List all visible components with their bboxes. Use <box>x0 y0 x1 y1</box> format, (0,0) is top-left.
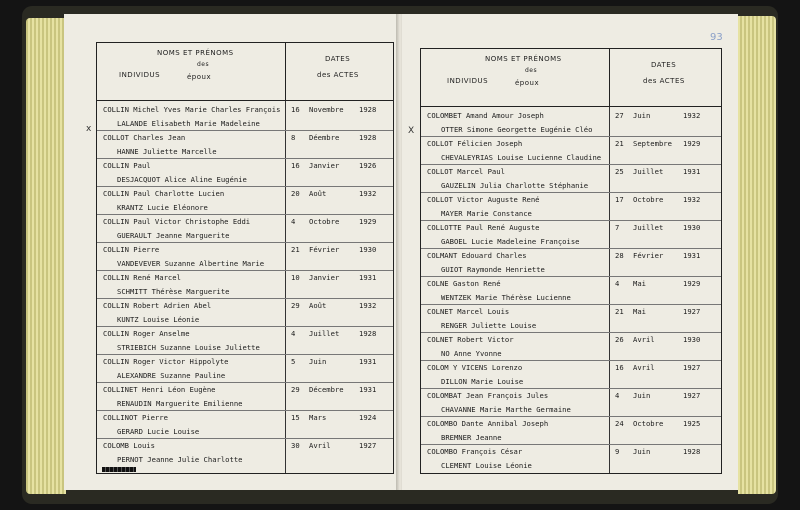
act-month: Juin <box>633 391 651 400</box>
act-day: 28 <box>615 251 624 260</box>
act-year: 1931 <box>683 251 701 260</box>
act-month: Janvier <box>309 161 340 170</box>
wife-name: SCHMITT Thérèse Marguerite <box>117 287 230 296</box>
act-day: 21 <box>615 139 624 148</box>
husband-name: COLLOT Félicien Joseph <box>427 139 523 148</box>
entry-divider <box>97 438 393 439</box>
wife-name: WENTZEK Marie Thérèse Lucienne <box>441 293 571 302</box>
act-month: Février <box>309 245 340 254</box>
husband-name: COLLIN Roger Victor Hippolyte <box>103 357 229 366</box>
husband-name: COLLIN Michel Yves Marie Charles François <box>103 105 281 114</box>
header-des: des <box>525 67 538 74</box>
table-header <box>97 43 393 101</box>
act-year: 1931 <box>359 385 377 394</box>
act-year: 1924 <box>359 413 377 422</box>
act-day: 7 <box>615 223 620 232</box>
wife-name: MAYER Marie Constance <box>441 209 532 218</box>
page-number-stamp: 93 <box>710 32 723 43</box>
wife-name: DESJACQUOT Alice Aline Eugénie <box>117 175 247 184</box>
entry-divider <box>421 304 721 305</box>
act-day: 8 <box>291 133 296 142</box>
act-day: 21 <box>615 307 624 316</box>
husband-name: COLLOTTE Paul René Auguste <box>427 223 540 232</box>
wife-name: ALEXANDRE Suzanne Pauline <box>117 371 226 380</box>
entry-divider <box>97 354 393 355</box>
act-year: 1930 <box>683 223 701 232</box>
act-year: 1929 <box>683 139 701 148</box>
table-header <box>421 49 721 107</box>
wife-name: GAUZELIN Julia Charlotte Stéphanie <box>441 181 589 190</box>
redaction-bar <box>102 467 136 472</box>
column-separator <box>609 107 610 473</box>
header-dates: DATES <box>325 55 351 63</box>
act-year: 1931 <box>359 357 377 366</box>
act-day: 4 <box>291 217 296 226</box>
act-month: Mai <box>633 279 646 288</box>
wife-name: GABOEL Lucie Madeleine Françoise <box>441 237 580 246</box>
margin-mark: x <box>86 124 92 134</box>
header-dates: DATES <box>651 61 677 69</box>
entry-divider <box>97 242 393 243</box>
act-month: Août <box>309 301 327 310</box>
act-day: 16 <box>291 161 300 170</box>
right-page <box>402 14 738 490</box>
act-month: Avril <box>633 335 655 344</box>
husband-name: COLLIN Pierre <box>103 245 160 254</box>
wife-name: OTTER Simone Georgette Eugénie Cléo <box>441 125 593 134</box>
entry-divider <box>421 248 721 249</box>
right-page-edges <box>738 16 776 494</box>
act-day: 16 <box>615 363 624 372</box>
husband-name: COLOMBO François César <box>427 447 523 456</box>
act-day: 16 <box>291 105 300 114</box>
husband-name: COLLINET Henri Léon Eugène <box>103 385 216 394</box>
act-year: 1926 <box>359 161 377 170</box>
husband-name: COLMANT Edouard Charles <box>427 251 527 260</box>
act-year: 1928 <box>359 105 377 114</box>
wife-name: CHAVANNE Marie Marthe Germaine <box>441 405 571 414</box>
husband-name: COLLIN Robert Adrien Abel <box>103 301 212 310</box>
entry-divider <box>97 130 393 131</box>
act-month: Mai <box>633 307 646 316</box>
act-day: 4 <box>291 329 296 338</box>
header-noms: NOMS ET PRÉNOMS <box>157 49 234 57</box>
entry-divider <box>97 158 393 159</box>
husband-name: COLLIN Paul <box>103 161 151 170</box>
act-year: 1932 <box>683 111 701 120</box>
husband-name: COLLIN Paul Victor Christophe Eddi <box>103 217 251 226</box>
wife-name: RENAUDIN Marguerite Emilienne <box>117 399 243 408</box>
act-day: 4 <box>615 391 620 400</box>
act-day: 25 <box>615 167 624 176</box>
header-separator <box>609 49 610 106</box>
act-month: Décembre <box>309 385 344 394</box>
husband-name: COLNET Robert Victor <box>427 335 514 344</box>
act-year: 1927 <box>683 307 701 316</box>
act-month: Juillet <box>309 329 340 338</box>
act-month: Juillet <box>633 223 664 232</box>
entry-divider <box>421 276 721 277</box>
header-individus: INDIVIDUS <box>447 77 489 85</box>
entry-divider <box>421 332 721 333</box>
husband-name: COLNE Gaston René <box>427 279 501 288</box>
wife-name: GUERAULT Jeanne Marguerite <box>117 231 230 240</box>
husband-name: COLNET Marcel Louis <box>427 307 510 316</box>
entry-divider <box>97 326 393 327</box>
act-day: 29 <box>291 301 300 310</box>
act-year: 1930 <box>683 335 701 344</box>
act-year: 1932 <box>359 301 377 310</box>
act-day: 24 <box>615 419 624 428</box>
act-day: 5 <box>291 357 296 366</box>
entry-divider <box>97 382 393 383</box>
act-day: 17 <box>615 195 624 204</box>
entry-divider <box>421 416 721 417</box>
register-table <box>96 42 394 474</box>
wife-name: CHEVALEYRIAS Louise Lucienne Claudine <box>441 153 602 162</box>
act-year: 1927 <box>359 441 377 450</box>
act-month: Juin <box>633 111 651 120</box>
act-month: Février <box>633 251 664 260</box>
act-day: 21 <box>291 245 300 254</box>
wife-name: GERARD Lucie Louise <box>117 427 200 436</box>
wife-name: KRANTZ Lucie Eléonore <box>117 203 208 212</box>
act-year: 1925 <box>683 419 701 428</box>
act-month: Octobre <box>309 217 340 226</box>
act-day: 15 <box>291 413 300 422</box>
header-des-actes: des ACTES <box>643 77 685 85</box>
act-day: 9 <box>615 447 620 456</box>
husband-name: COLOMBAT Jean François Jules <box>427 391 549 400</box>
husband-name: COLLOT Marcel Paul <box>427 167 505 176</box>
husband-name: COLLIN René Marcel <box>103 273 181 282</box>
wife-name: RENGER Juliette Louise <box>441 321 537 330</box>
husband-name: COLLOT Charles Jean <box>103 133 186 142</box>
act-month: Novembre <box>309 105 344 114</box>
header-noms: NOMS ET PRÉNOMS <box>485 55 562 63</box>
wife-name: NO Anne Yvonne <box>441 349 502 358</box>
left-page <box>64 14 400 490</box>
entry-divider <box>421 164 721 165</box>
husband-name: COLOMBO Dante Annibal Joseph <box>427 419 549 428</box>
husband-name: COLLINOT Pierre <box>103 413 168 422</box>
header-individus: INDIVIDUS <box>119 71 161 79</box>
act-year: 1928 <box>683 447 701 456</box>
husband-name: COLLIN Roger Anselme <box>103 329 190 338</box>
act-month: Juin <box>309 357 327 366</box>
entry-divider <box>97 410 393 411</box>
act-month: Juin <box>633 447 651 456</box>
act-day: 27 <box>615 111 624 120</box>
act-day: 26 <box>615 335 624 344</box>
act-month: Déembre <box>309 133 340 142</box>
act-month: Septembre <box>633 139 672 148</box>
wife-name: PERNOT Jeanne Julie Charlotte <box>117 455 243 464</box>
act-month: Août <box>309 189 327 198</box>
entry-divider <box>421 444 721 445</box>
wife-name: STRIEBICH Suzanne Louise Juliette <box>117 343 260 352</box>
act-year: 1927 <box>683 391 701 400</box>
act-day: 30 <box>291 441 300 450</box>
act-month: Avril <box>309 441 331 450</box>
header-separator <box>285 43 286 100</box>
entry-divider <box>97 186 393 187</box>
act-month: Octobre <box>633 195 664 204</box>
wife-name: DILLON Marie Louise <box>441 377 524 386</box>
act-year: 1930 <box>359 245 377 254</box>
entry-divider <box>97 214 393 215</box>
register-table <box>420 48 722 474</box>
margin-mark: X <box>408 126 415 136</box>
act-year: 1928 <box>359 133 377 142</box>
wife-name: BREMNER Jeanne <box>441 433 502 442</box>
entry-divider <box>421 192 721 193</box>
header-des: des <box>197 61 210 68</box>
act-day: 20 <box>291 189 300 198</box>
wife-name: LALANDE Elisabeth Marie Madeleine <box>117 119 260 128</box>
act-month: Mars <box>309 413 327 422</box>
act-year: 1931 <box>683 167 701 176</box>
act-year: 1928 <box>359 329 377 338</box>
column-separator <box>285 101 286 473</box>
entry-divider <box>421 136 721 137</box>
act-month: Octobre <box>633 419 664 428</box>
act-year: 1932 <box>359 189 377 198</box>
entry-divider <box>421 360 721 361</box>
act-year: 1932 <box>683 195 701 204</box>
wife-name: HANNE Juliette Marcelle <box>117 147 217 156</box>
act-month: Juillet <box>633 167 664 176</box>
husband-name: COLLOT Victor Auguste René <box>427 195 540 204</box>
entry-divider <box>421 220 721 221</box>
act-year: 1931 <box>359 273 377 282</box>
husband-name: COLOMBET Amand Amour Joseph <box>427 111 544 120</box>
act-day: 10 <box>291 273 300 282</box>
wife-name: VANDEVEVER Suzanne Albertine Marie <box>117 259 265 268</box>
husband-name: COLOM Y VICENS Lorenzo <box>427 363 523 372</box>
entry-divider <box>97 270 393 271</box>
entry-divider <box>421 388 721 389</box>
act-day: 4 <box>615 279 620 288</box>
husband-name: COLLIN Paul Charlotte Lucien <box>103 189 225 198</box>
left-page-edges <box>26 18 66 494</box>
act-year: 1929 <box>683 279 701 288</box>
header-epoux: époux <box>187 73 212 81</box>
wife-name: GUIOT Raymonde Henriette <box>441 265 545 274</box>
act-month: Avril <box>633 363 655 372</box>
act-day: 29 <box>291 385 300 394</box>
entry-divider <box>97 298 393 299</box>
header-epoux: époux <box>515 79 540 87</box>
wife-name: KUNTZ Louise Léonie <box>117 315 200 324</box>
husband-name: COLOMB Louis <box>103 441 155 450</box>
wife-name: CLEMENT Louise Léonie <box>441 461 532 470</box>
act-year: 1929 <box>359 217 377 226</box>
act-month: Janvier <box>309 273 340 282</box>
header-des-actes: des ACTES <box>317 71 359 79</box>
act-year: 1927 <box>683 363 701 372</box>
